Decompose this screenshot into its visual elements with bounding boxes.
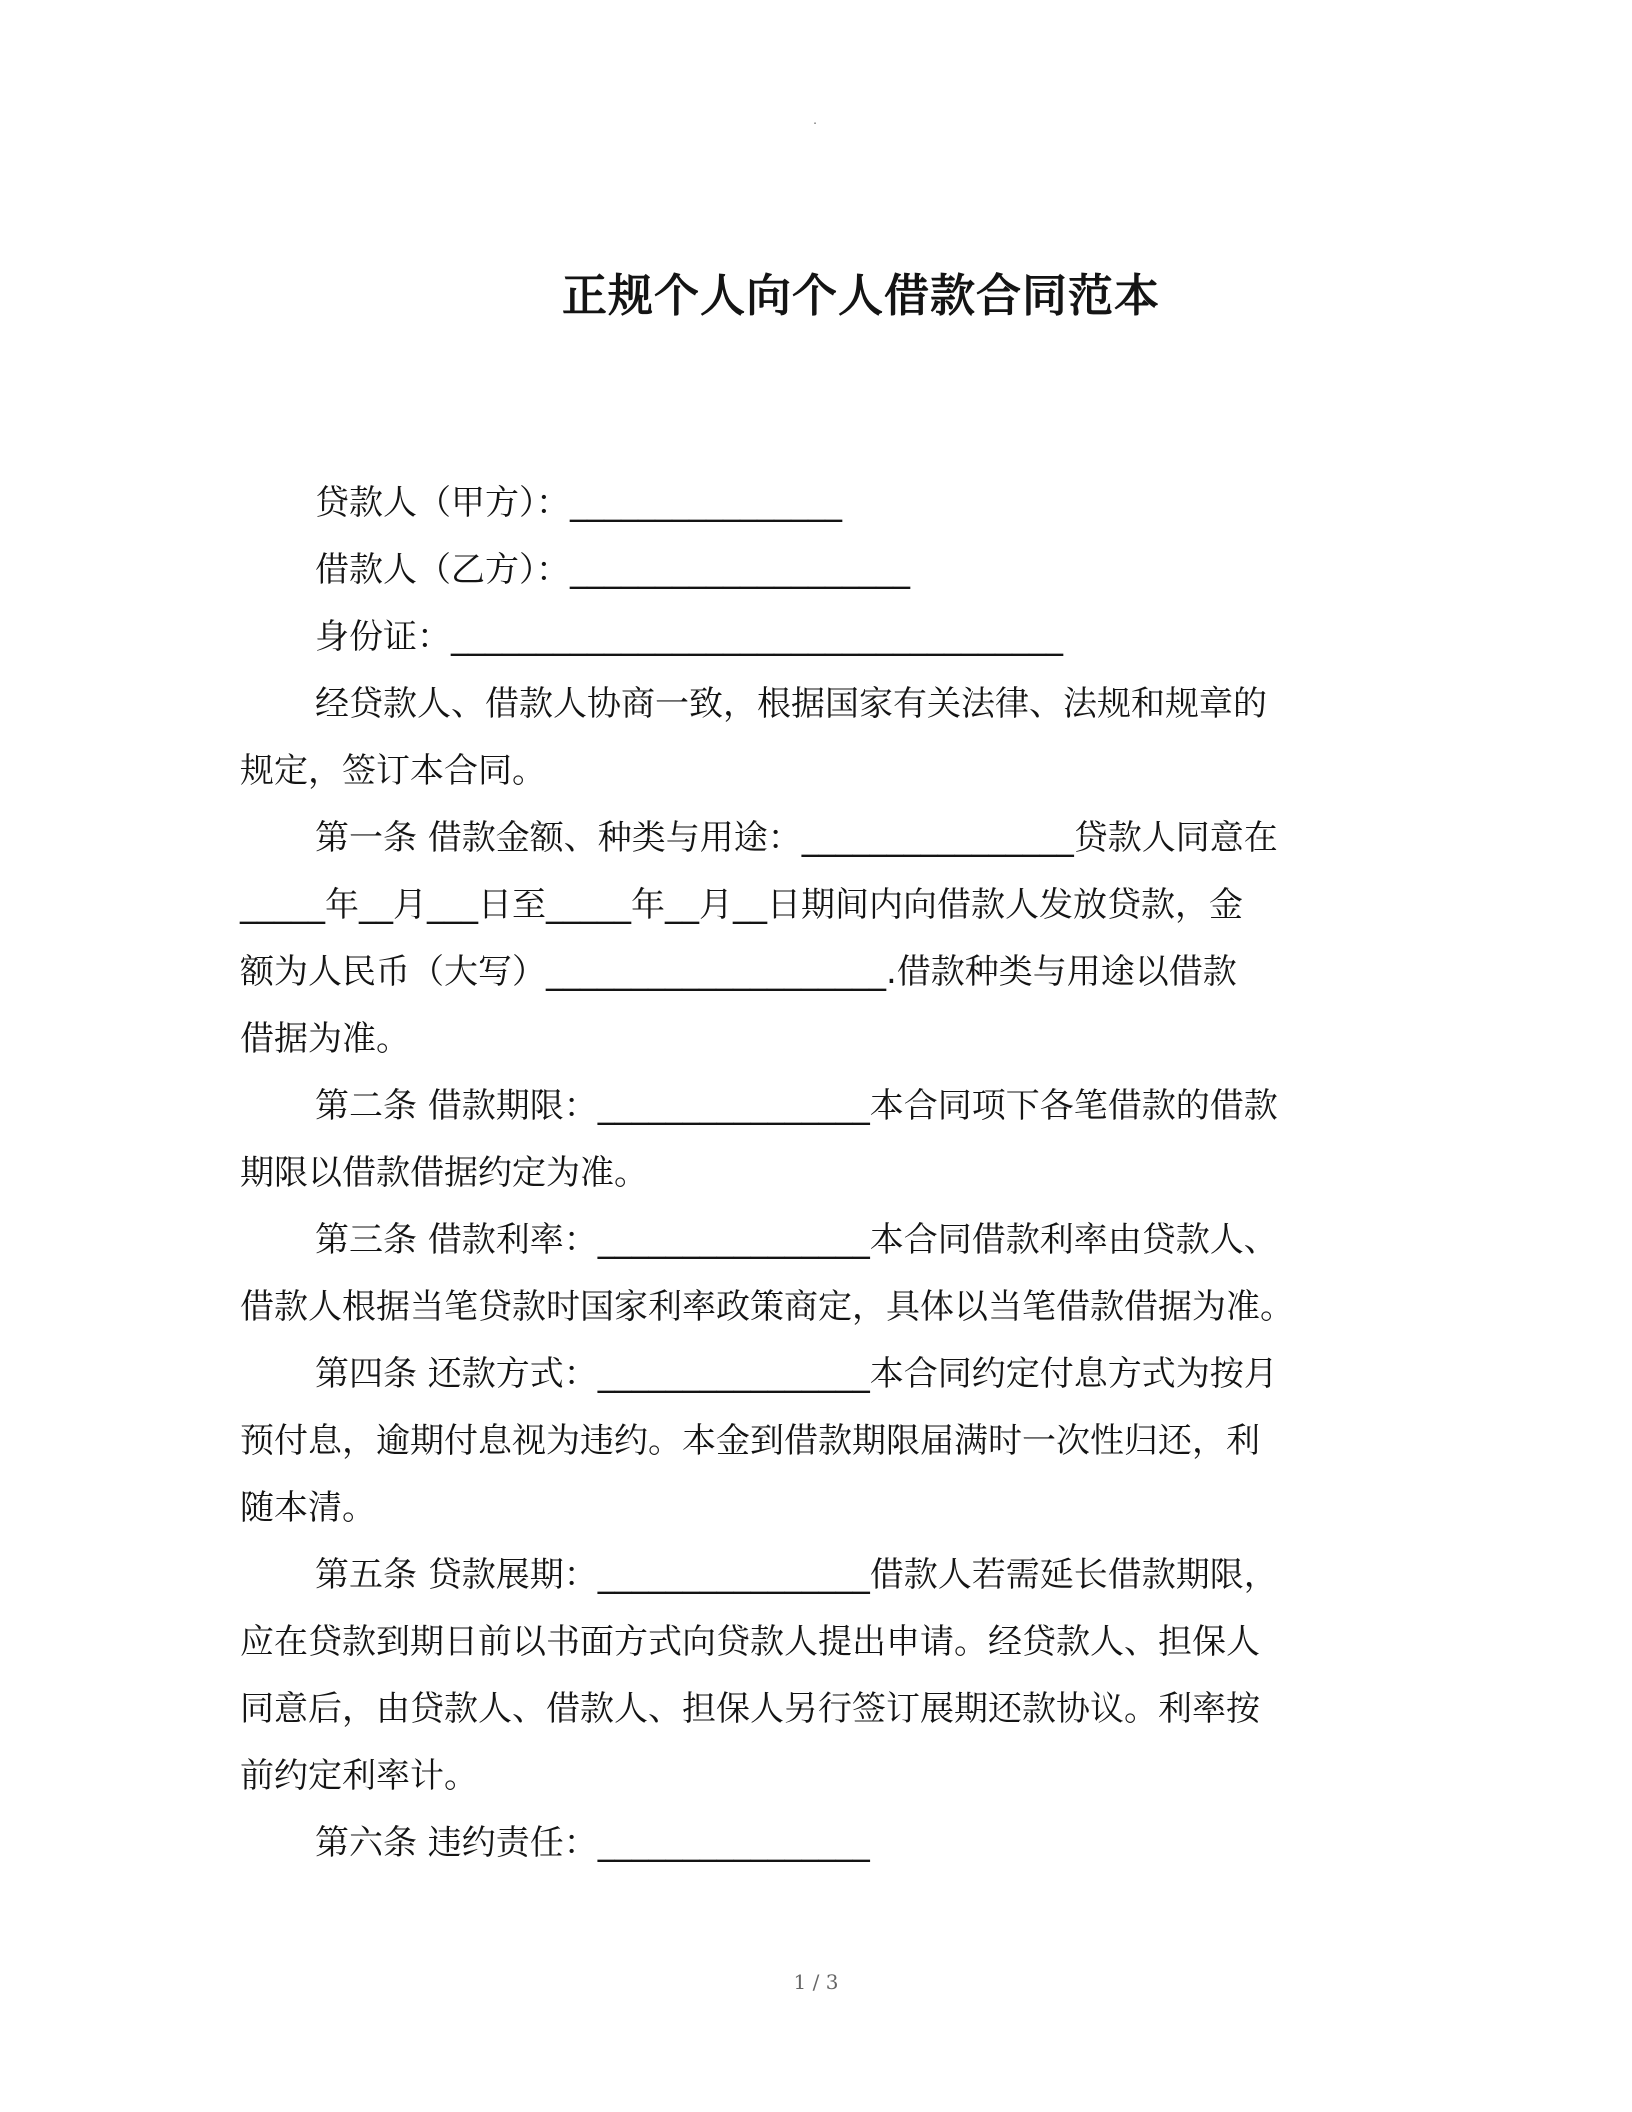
article-4-line: 第四条 还款方式：________________本合同约定付息方式为按月	[315, 1354, 1278, 1394]
article-3-line: 第三条 借款利率：________________本合同借款利率由贷款人、	[315, 1220, 1278, 1260]
lender-line: 贷款人（甲方）：________________	[315, 483, 842, 523]
article-3-line: 借款人根据当笔贷款时国家利率政策商定，具体以当笔借款借据为准。	[240, 1287, 1294, 1327]
article-5-line: 应在贷款到期日前以书面方式向贷款人提出申请。经贷款人、担保人	[240, 1622, 1260, 1662]
article-2-line: 期限以借款借据约定为准。	[240, 1153, 648, 1193]
article-1-line: 第一条 借款金额、种类与用途：________________贷款人同意在	[315, 818, 1278, 858]
contract-body	[240, 470, 1390, 1877]
article-5-line: 前约定利率计。	[240, 1756, 478, 1796]
preamble-line: 经贷款人、借款人协商一致，根据国家有关法律、法规和规章的	[315, 684, 1267, 724]
borrower-line: 借款人（乙方）：____________________	[315, 550, 910, 590]
article-5-line: 同意后，由贷款人、借款人、担保人另行签订展期还款协议。利率按	[240, 1689, 1260, 1729]
article-1-line: _____年__月___日至_____年__月__日期间内向借款人发放贷款，金	[240, 885, 1243, 925]
page-number: 1 / 3	[793, 1970, 839, 1994]
document-title: 正规个人向个人借款合同范本	[561, 269, 1160, 322]
header-mark: .	[813, 113, 817, 127]
article-1-line: 额为人民币（大写）____________________.借款种类与用途以借款	[240, 952, 1237, 992]
article-2-line: 第二条 借款期限：________________本合同项下各笔借款的借款	[315, 1086, 1278, 1126]
article-5-line: 第五条 贷款展期：________________借款人若需延长借款期限，	[315, 1555, 1278, 1595]
article-4-line: 随本清。	[240, 1488, 376, 1528]
preamble-line: 规定，签订本合同。	[240, 751, 546, 791]
article-4-line: 预付息，逾期付息视为违约。本金到借款期限届满时一次性归还，利	[240, 1421, 1260, 1461]
article-6-line: 第六条 违约责任：________________	[315, 1823, 870, 1863]
article-1-line: 借据为准。	[240, 1019, 410, 1059]
id-card-line: 身份证：____________________________________	[315, 617, 1063, 657]
